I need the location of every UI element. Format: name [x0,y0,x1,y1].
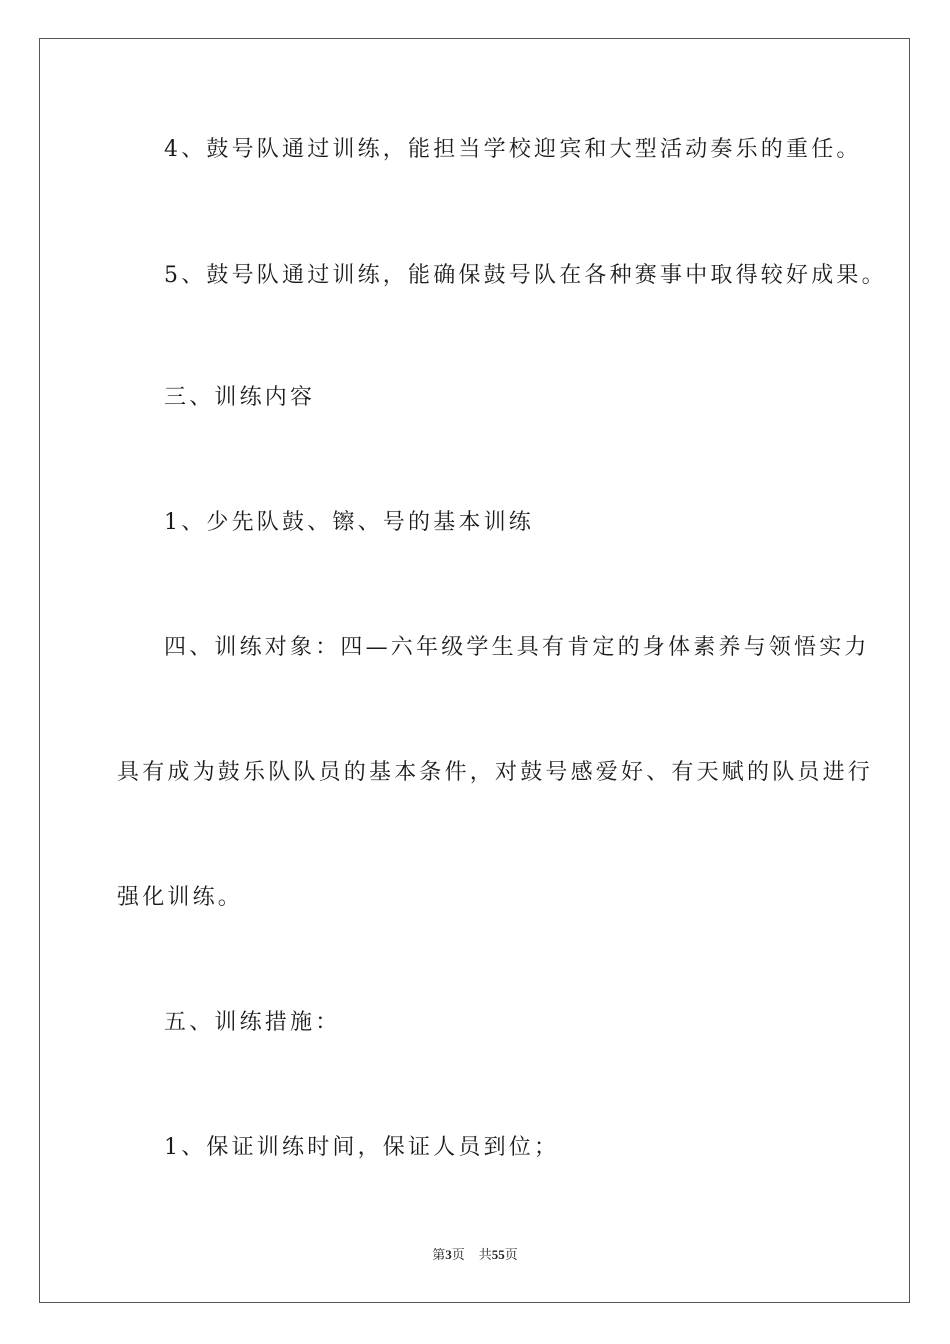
page-footer [0,1247,950,1263]
section-heading-training-target: 四、训练对象：四—六年级学生具有肯定的身体素养与领悟实力 [164,635,870,660]
paragraph-5-drum-corps-competition: 5、鼓号队通过训练，能确保鼓号队在各种赛事中取得较好成果。 [164,263,887,288]
footer-total-pages: 55 [491,1247,505,1262]
footer-page-suffix: 页 [451,1247,465,1262]
section-heading-training-measures: 五、训练措施： [164,1010,341,1035]
footer-page-prefix: 第 [432,1247,446,1262]
page-border [39,38,910,1303]
paragraph-basic-training: 1、少先队鼓、镲、号的基本训练 [164,510,534,535]
paragraph-measure-1: 1、保证训练时间，保证人员到位； [164,1135,560,1160]
paragraph-training-target-end: 强化训练。 [117,885,244,910]
footer-page-number: 3 [445,1247,452,1262]
section-heading-training-content: 三、训练内容 [164,385,316,410]
paragraph-4-drum-corps-welcome: 4、鼓号队通过训练，能担当学校迎宾和大型活动奏乐的重任。 [164,137,862,162]
footer-total-suffix: 页 [504,1247,518,1262]
footer-total-prefix: 共 [478,1247,492,1262]
paragraph-training-target-continued: 具有成为鼓乐队队员的基本条件，对鼓号感爱好、有天赋的队员进行 [117,760,874,785]
